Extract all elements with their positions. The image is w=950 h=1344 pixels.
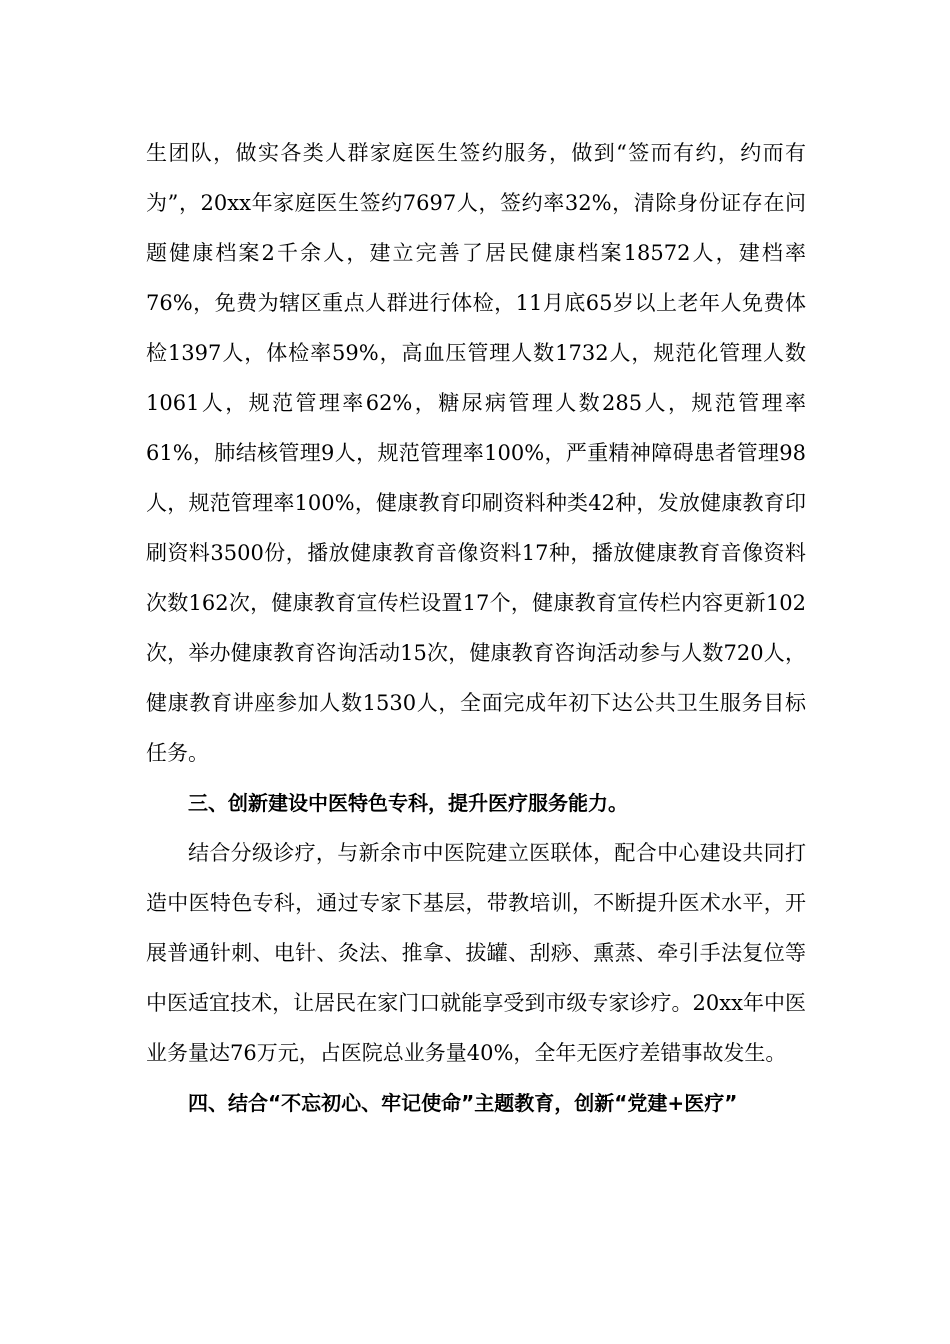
paragraph-section-3: 结合分级诊疗，与新余市中医院建立医联体，配合中心建设共同打造中医特色专科，通过专家下基层，带教培训，不断提升医术水平，开展普通针刺、电针、灸法、推拿、拔罐、刮痧、熏蒸、牵引手法复位等中医适宜技术，让居民在家门口就能享受到市级专家诊疗。20xx年中医业务量达76万元，占医院总业务量40%，全年无医疗差错事故发生。	[146, 841, 806, 1065]
section-heading-3: 三、创新建设中医特色专科，提升医疗服务能力。	[188, 791, 628, 815]
section-heading-4: 四、结合“不忘初心、牢记使命”主题教育，创新“党建+医疗”	[188, 1091, 738, 1115]
paragraph-continued: 生团队，做实各类人群家庭医生签约服务，做到“签而有约，约而有为”，20xx年家庭医生签约7697人，签约率32%，清除身份证存在问题健康档案2千余人，建立完善了居民健康档案18572人，建档率76%，免费为辖区重点人群进行体检，11月底65岁以上老年人免费体检1397人，体检率59%，高血压管理人数1732人，规范化管理人数1061人，规范管理率62%，糖尿病管理人数285人，规范管理率61%，肺结核管理9人，规范管理率100%，严重精神障碍患者管理98人，规范管理率100%，健康教育印刷资料种类42种，发放健康教育印刷资料3500份，播放健康教育音像资料17种，播放健康教育音像资料次数162次，健康教育宣传栏设置17个，健康教育宣传栏内容更新102次，举办健康教育咨询活动15次，健康教育咨询活动参与人数720人，健康教育讲座参加人数1530人，全面完成年初下达公共卫生服务目标任务。	[146, 141, 806, 765]
document-body	[146, 128, 806, 1128]
